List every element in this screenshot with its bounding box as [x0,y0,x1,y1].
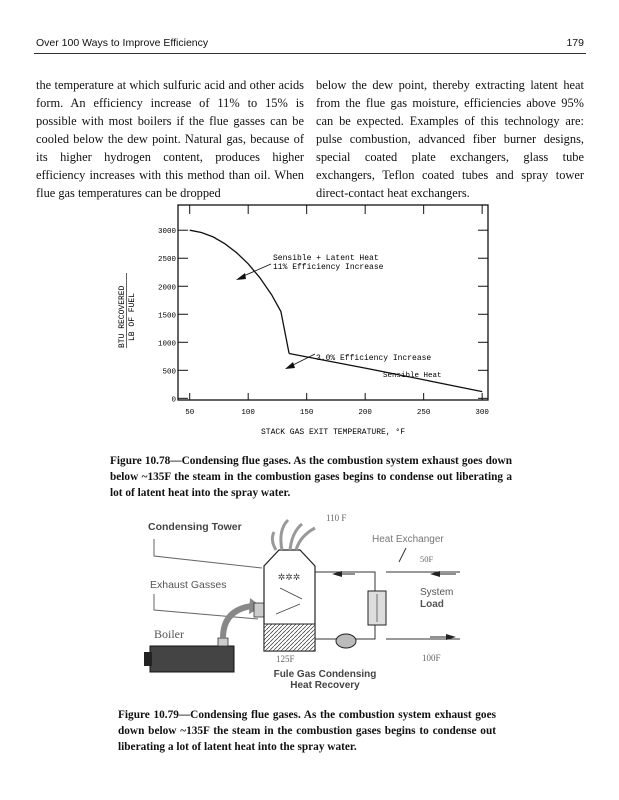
annotation-lower-line1: 3.0% Efficiency Increase [316,354,432,363]
circulation-pump [336,634,356,648]
running-header [34,37,586,54]
system-load-label-line2: Load [420,599,444,610]
heat-recovery-diagram [110,506,510,696]
series-line-sensible-latent [190,230,289,353]
spray-nozzles-icon: ✲✲✲ [277,572,301,582]
heat-exchanger-pointer [399,548,406,562]
annotation-lower-line2: Sensible Heat [383,372,442,380]
x-tick-label-200: 200 [358,409,372,417]
vapor-arrows [272,520,315,550]
y-tick-label-1500: 1500 [157,312,176,321]
condensing-tower-label: Condensing Tower [148,521,242,533]
y-tick-label-1000: 1000 [157,340,176,349]
annotation-upper-line1: Sensible + Latent Heat [273,254,379,263]
exhaust-temperature-label: 110 F [326,513,347,523]
annotation-upper-line2: 11% Efficiency Increase [273,263,384,272]
cold-water-temperature-label: 50F [420,554,434,564]
boiler-outlet [218,638,228,646]
condensate-basin [264,624,315,651]
y-tick-label-2500: 2500 [157,256,176,265]
x-tick-label-150: 150 [299,409,314,417]
x-tick-label-100: 100 [241,409,255,417]
annotation-arrowhead-upper [236,273,246,280]
boiler-label: Boiler [154,627,184,641]
return-temperature-label: 100F [422,653,441,663]
figure-10-78-caption: Figure 10.78—Condensing flue gases. As the combustion system exhaust goes down below ~135F the steam in the combustion gases begins to condense out liberating a lot of latent heat into the spray water. [110,455,512,499]
boiler [150,646,234,672]
body-text-left-column: the temperature at which sulfuric acid and other acids form. An efficiency increase of 11% to 15% is possible with most boilers if the flue gasses can be cooled below the dew point. Natural gas, because of its higher hydrogen content, produces higher efficiency increases with this method than oil. When flue gas temperatures can be dropped [36,78,304,200]
body-text-right-column: below the dew point, thereby extracting latent heat from the flue gas moisture, efficiencies above 95% can be expected. Examples of this technology are: pulse combustion, advanced fiber burner designs, special coated plate exchangers, glass tube exchangers, Teflon coated tubes and spray tower direct-contact heat exchangers. [316,78,584,200]
running-title: Over 100 Ways to Improve Efficiency [36,37,209,49]
condensing-tower-pointer [154,539,262,568]
flue-inlet [254,603,264,617]
supply-pipe [315,572,375,591]
x-tick-label-250: 250 [416,409,431,417]
plot-frame [178,205,488,400]
x-tick-label-50: 50 [185,409,195,417]
diagram-title-line2: Heat Recovery [290,680,360,691]
x-tick-label-300: 300 [475,409,489,417]
y-tick-label-0: 0 [171,396,176,405]
system-load-label-line1: System [420,587,454,598]
y-tick-label-2000: 2000 [157,284,176,293]
basin-temperature-label: 125F [276,654,295,664]
exhaust-flow-arrow [223,606,252,638]
page-number: 179 [566,37,584,49]
boiler-burner [144,652,152,666]
diagram-title-line1: Fule Gas Condensing [273,669,377,680]
y-axis-label-top: BTU RECOVERED [118,285,127,348]
y-tick-label-3000: 3000 [157,228,176,237]
y-tick-label-500: 500 [162,368,176,377]
exhaust-gasses-label: Exhaust Gasses [150,579,227,591]
efficiency-chart [108,198,513,440]
heat-exchanger-label: Heat Exchanger [372,534,444,545]
y-axis-label [118,273,137,348]
x-axis-label: STACK GAS EXIT TEMPERATURE, °F [260,428,406,437]
annotation-arrowhead-lower [285,362,295,369]
figure-10-79-caption: Figure 10.79—Condensing flue gases. As the combustion system exhaust goes down below ~135F the steam in the combustion gases begins to condense out liberating a lot of latent heat into the spray water. [118,709,496,753]
y-axis-label-bottom: LB OF FUEL [128,292,137,341]
